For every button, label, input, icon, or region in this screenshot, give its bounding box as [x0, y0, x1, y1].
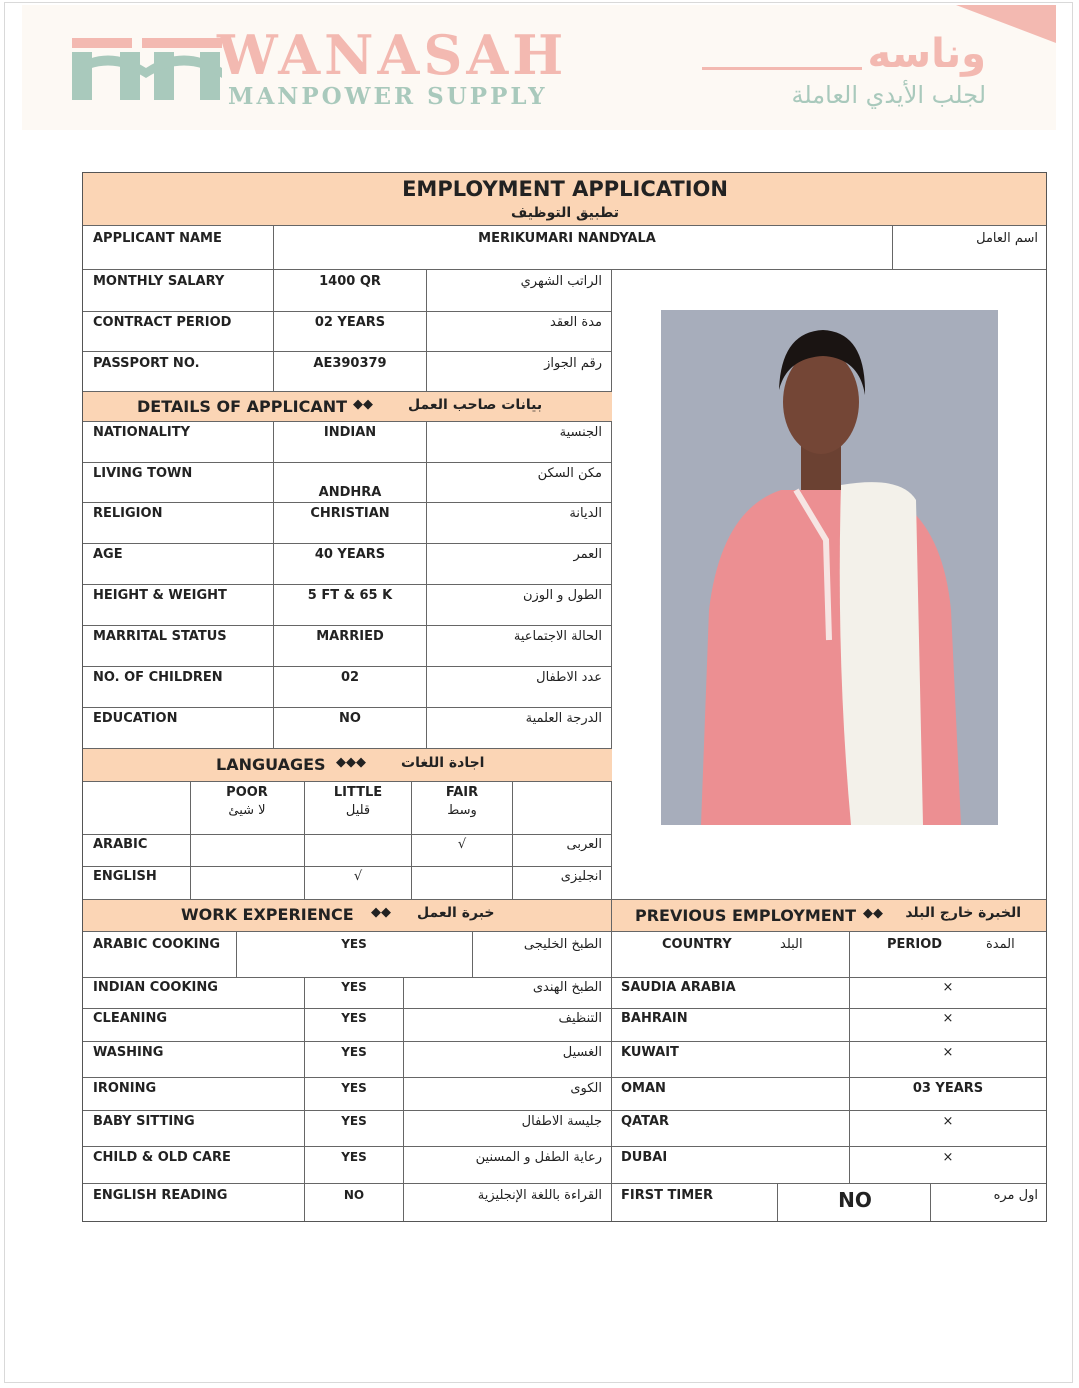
grid-line [273, 269, 274, 391]
grid-line [892, 226, 893, 269]
grid-line [426, 422, 427, 748]
row-value: MARRIED [316, 629, 384, 644]
lang-level-poor: POOR [226, 785, 268, 800]
row-label: PASSPORT NO. [93, 356, 200, 371]
grid-line [273, 226, 274, 269]
prev-period: × [942, 1045, 954, 1060]
work-value: YES [341, 1150, 367, 1164]
prev-country: KUWAIT [621, 1045, 679, 1060]
prev-col-country: COUNTRY [662, 937, 732, 952]
languages-diamonds: ◆◆◆ [336, 755, 366, 770]
row-label-ar: مكن السكن [537, 466, 602, 481]
row-label-ar: الحالة الاجتماعية [513, 629, 602, 644]
prev-country: DUBAI [621, 1150, 668, 1165]
lang-fair-mark: √ [457, 837, 467, 852]
lang-row-label-ar: العربى [566, 837, 602, 852]
languages-header-en: LANGUAGES [216, 755, 326, 774]
work-label: CLEANING [93, 1011, 168, 1026]
letterhead [22, 5, 1056, 130]
grid-line [83, 462, 611, 463]
grid-line [83, 707, 611, 708]
row-value: ANDHRA [318, 485, 382, 500]
prev-col-country-ar: البلد [780, 937, 803, 952]
row-label-ar: الديانة [569, 506, 602, 521]
lang-level-poor-ar: لا شيئ [228, 803, 266, 818]
form-title-ar: تطبيق التوظيف [511, 205, 619, 221]
company-sub-ar: لجلب الأيدي العاملة [791, 81, 986, 109]
row-label-ar: الراتب الشهري [520, 274, 602, 289]
work-value: YES [341, 937, 367, 951]
prev-header-en: PREVIOUS EMPLOYMENT [635, 906, 856, 925]
employment-form [82, 172, 1047, 1222]
first-timer-label: FIRST TIMER [621, 1188, 714, 1203]
row-value: INDIAN [323, 425, 377, 440]
work-label-ar: القراءة باللغة الإنجليزية [477, 1188, 602, 1203]
row-label: CONTRACT PERIOD [93, 315, 232, 330]
row-label: LIVING TOWN [93, 466, 193, 481]
row-label-ar: مدة العقد [550, 315, 602, 330]
row-label: NO. OF CHILDREN [93, 670, 223, 685]
work-label: BABY SITTING [93, 1114, 195, 1129]
grid-line [849, 932, 850, 1184]
prev-period: × [942, 980, 954, 995]
row-value: NO [339, 711, 361, 726]
grid-line [472, 932, 473, 977]
grid-line [83, 1041, 1046, 1042]
work-label-ar: رعاية الطفل و المسنين [475, 1150, 602, 1165]
applicant-photo [661, 310, 998, 825]
row-label: MONTHLY SALARY [93, 274, 225, 289]
work-value: YES [341, 1011, 367, 1025]
prev-period: × [942, 1150, 954, 1165]
grid-line [83, 625, 611, 626]
row-label-ar: عدد الاطفال [536, 670, 602, 685]
prev-country: BAHRAIN [621, 1011, 688, 1026]
grid-line [83, 1077, 1046, 1078]
work-label: CHILD & OLD CARE [93, 1150, 231, 1165]
work-value: YES [341, 1045, 367, 1059]
row-value: AE390379 [313, 356, 387, 371]
prev-col-period: PERIOD [887, 937, 943, 952]
row-label: NATIONALITY [93, 425, 191, 440]
row-label: EDUCATION [93, 711, 178, 726]
grid-line [236, 932, 237, 977]
grid-line [190, 782, 191, 834]
row-value: 02 YEARS [314, 315, 386, 330]
work-label: IRONING [93, 1081, 157, 1096]
applicant-photo-image [661, 310, 998, 825]
company-logo [72, 38, 222, 100]
company-name-ar: وناسه [867, 31, 986, 77]
grid-line [304, 977, 305, 1221]
lang-level-fair: FAIR [445, 785, 479, 800]
prev-country: SAUDIA ARABIA [621, 980, 736, 995]
work-label-ar: الغسيل [562, 1045, 602, 1060]
grid-line [83, 1146, 1046, 1147]
details-diamonds: ◆◆ [353, 397, 373, 412]
details-header-en: DETAILS OF APPLICANT [137, 397, 348, 416]
grid-line [83, 269, 1046, 270]
grid-line [83, 1110, 1046, 1111]
work-diamonds: ◆◆ [371, 905, 391, 920]
form-title-en: EMPLOYMENT APPLICATION [402, 177, 728, 201]
work-label-ar: الكوى [570, 1081, 602, 1096]
first-timer-value: NO [838, 1188, 872, 1212]
first-timer-label-ar: اول مره [993, 1188, 1038, 1203]
row-value: 40 YEARS [314, 547, 386, 562]
row-label-ar: الدرجة العلمية [525, 711, 602, 726]
lang-row-label-ar: انجليزى [560, 869, 602, 884]
work-label: WASHING [93, 1045, 164, 1060]
prev-header-ar: الخبرة خارج البلد [905, 905, 1021, 921]
grid-line [611, 899, 612, 1221]
applicant-name-label-ar: اسم العامل [976, 231, 1038, 246]
applicant-name-value: MERIKUMARI NANDYALA [478, 231, 656, 246]
grid-line [83, 834, 611, 835]
grid-line [403, 977, 404, 1221]
work-value: NO [343, 1188, 365, 1202]
prev-period: 03 YEARS [912, 1081, 984, 1096]
company-sub-en: MANPOWER SUPPLY [228, 83, 548, 110]
lang-row-label: ARABIC [93, 837, 148, 852]
work-value: YES [341, 1114, 367, 1128]
grid-line [83, 502, 611, 503]
row-label: MARRITAL STATUS [93, 629, 227, 644]
grid-line [83, 1008, 1046, 1009]
grid-line [83, 1183, 1046, 1184]
work-value: YES [341, 980, 367, 994]
grid-line [83, 666, 611, 667]
grid-line [190, 834, 191, 899]
details-header-ar: بيانات صاحب العمل [408, 397, 543, 413]
grid-line [273, 422, 274, 748]
row-label-ar: رقم الجواز [544, 356, 602, 371]
row-value: 1400 QR [319, 274, 381, 289]
prev-country: QATAR [621, 1114, 670, 1129]
work-label-ar: الطبخ الخليجى [523, 937, 602, 952]
row-label-ar: العمر [573, 547, 602, 562]
row-label: RELIGION [93, 506, 163, 521]
grid-line [304, 782, 305, 899]
prev-country: OMAN [621, 1081, 666, 1096]
row-label-ar: الجنسية [559, 425, 602, 440]
prev-period: × [942, 1011, 954, 1026]
grid-line [411, 782, 412, 899]
grid-line [930, 1183, 931, 1221]
work-label: ARABIC COOKING [93, 937, 221, 952]
row-label: HEIGHT & WEIGHT [93, 588, 227, 603]
row-label-ar: الطول و الوزن [522, 588, 602, 603]
lang-row-label: ENGLISH [93, 869, 157, 884]
lang-little-mark: √ [353, 869, 363, 884]
row-value: 5 FT & 65 K [307, 588, 393, 603]
work-label-ar: الطبخ الهندى [532, 980, 602, 995]
work-value: YES [341, 1081, 367, 1095]
grid-line [777, 1183, 778, 1221]
grid-line [83, 866, 611, 867]
lang-level-little: LITTLE [333, 785, 383, 800]
work-label-ar: جليسة الاطفال [521, 1114, 602, 1129]
languages-header-ar: اجادة اللغات [401, 755, 485, 771]
brand-line [702, 67, 862, 70]
prev-period: × [942, 1114, 954, 1129]
lang-level-fair-ar: وسط [447, 803, 477, 818]
grid-line [83, 351, 611, 352]
grid-line [83, 584, 611, 585]
applicant-name-label: APPLICANT NAME [93, 231, 222, 246]
work-header-ar: خبرة العمل [417, 905, 495, 921]
row-label: AGE [93, 547, 123, 562]
work-label: INDIAN COOKING [93, 980, 218, 995]
row-value: 02 [340, 670, 360, 685]
company-name-en: WANASAH [217, 23, 568, 87]
grid-line [426, 269, 427, 391]
work-header-en: WORK EXPERIENCE [181, 905, 354, 924]
grid-line [83, 977, 1046, 978]
lang-level-little-ar: قليل [345, 803, 371, 818]
grid-line [83, 311, 611, 312]
grid-line [83, 543, 611, 544]
row-value: CHRISTIAN [310, 506, 390, 521]
grid-line [512, 782, 513, 899]
work-label: ENGLISH READING [93, 1188, 228, 1203]
prev-col-period-ar: المدة [986, 937, 1015, 952]
grid-line [611, 269, 612, 899]
prev-diamonds: ◆◆ [863, 906, 883, 921]
work-label-ar: التنظيف [558, 1011, 602, 1026]
